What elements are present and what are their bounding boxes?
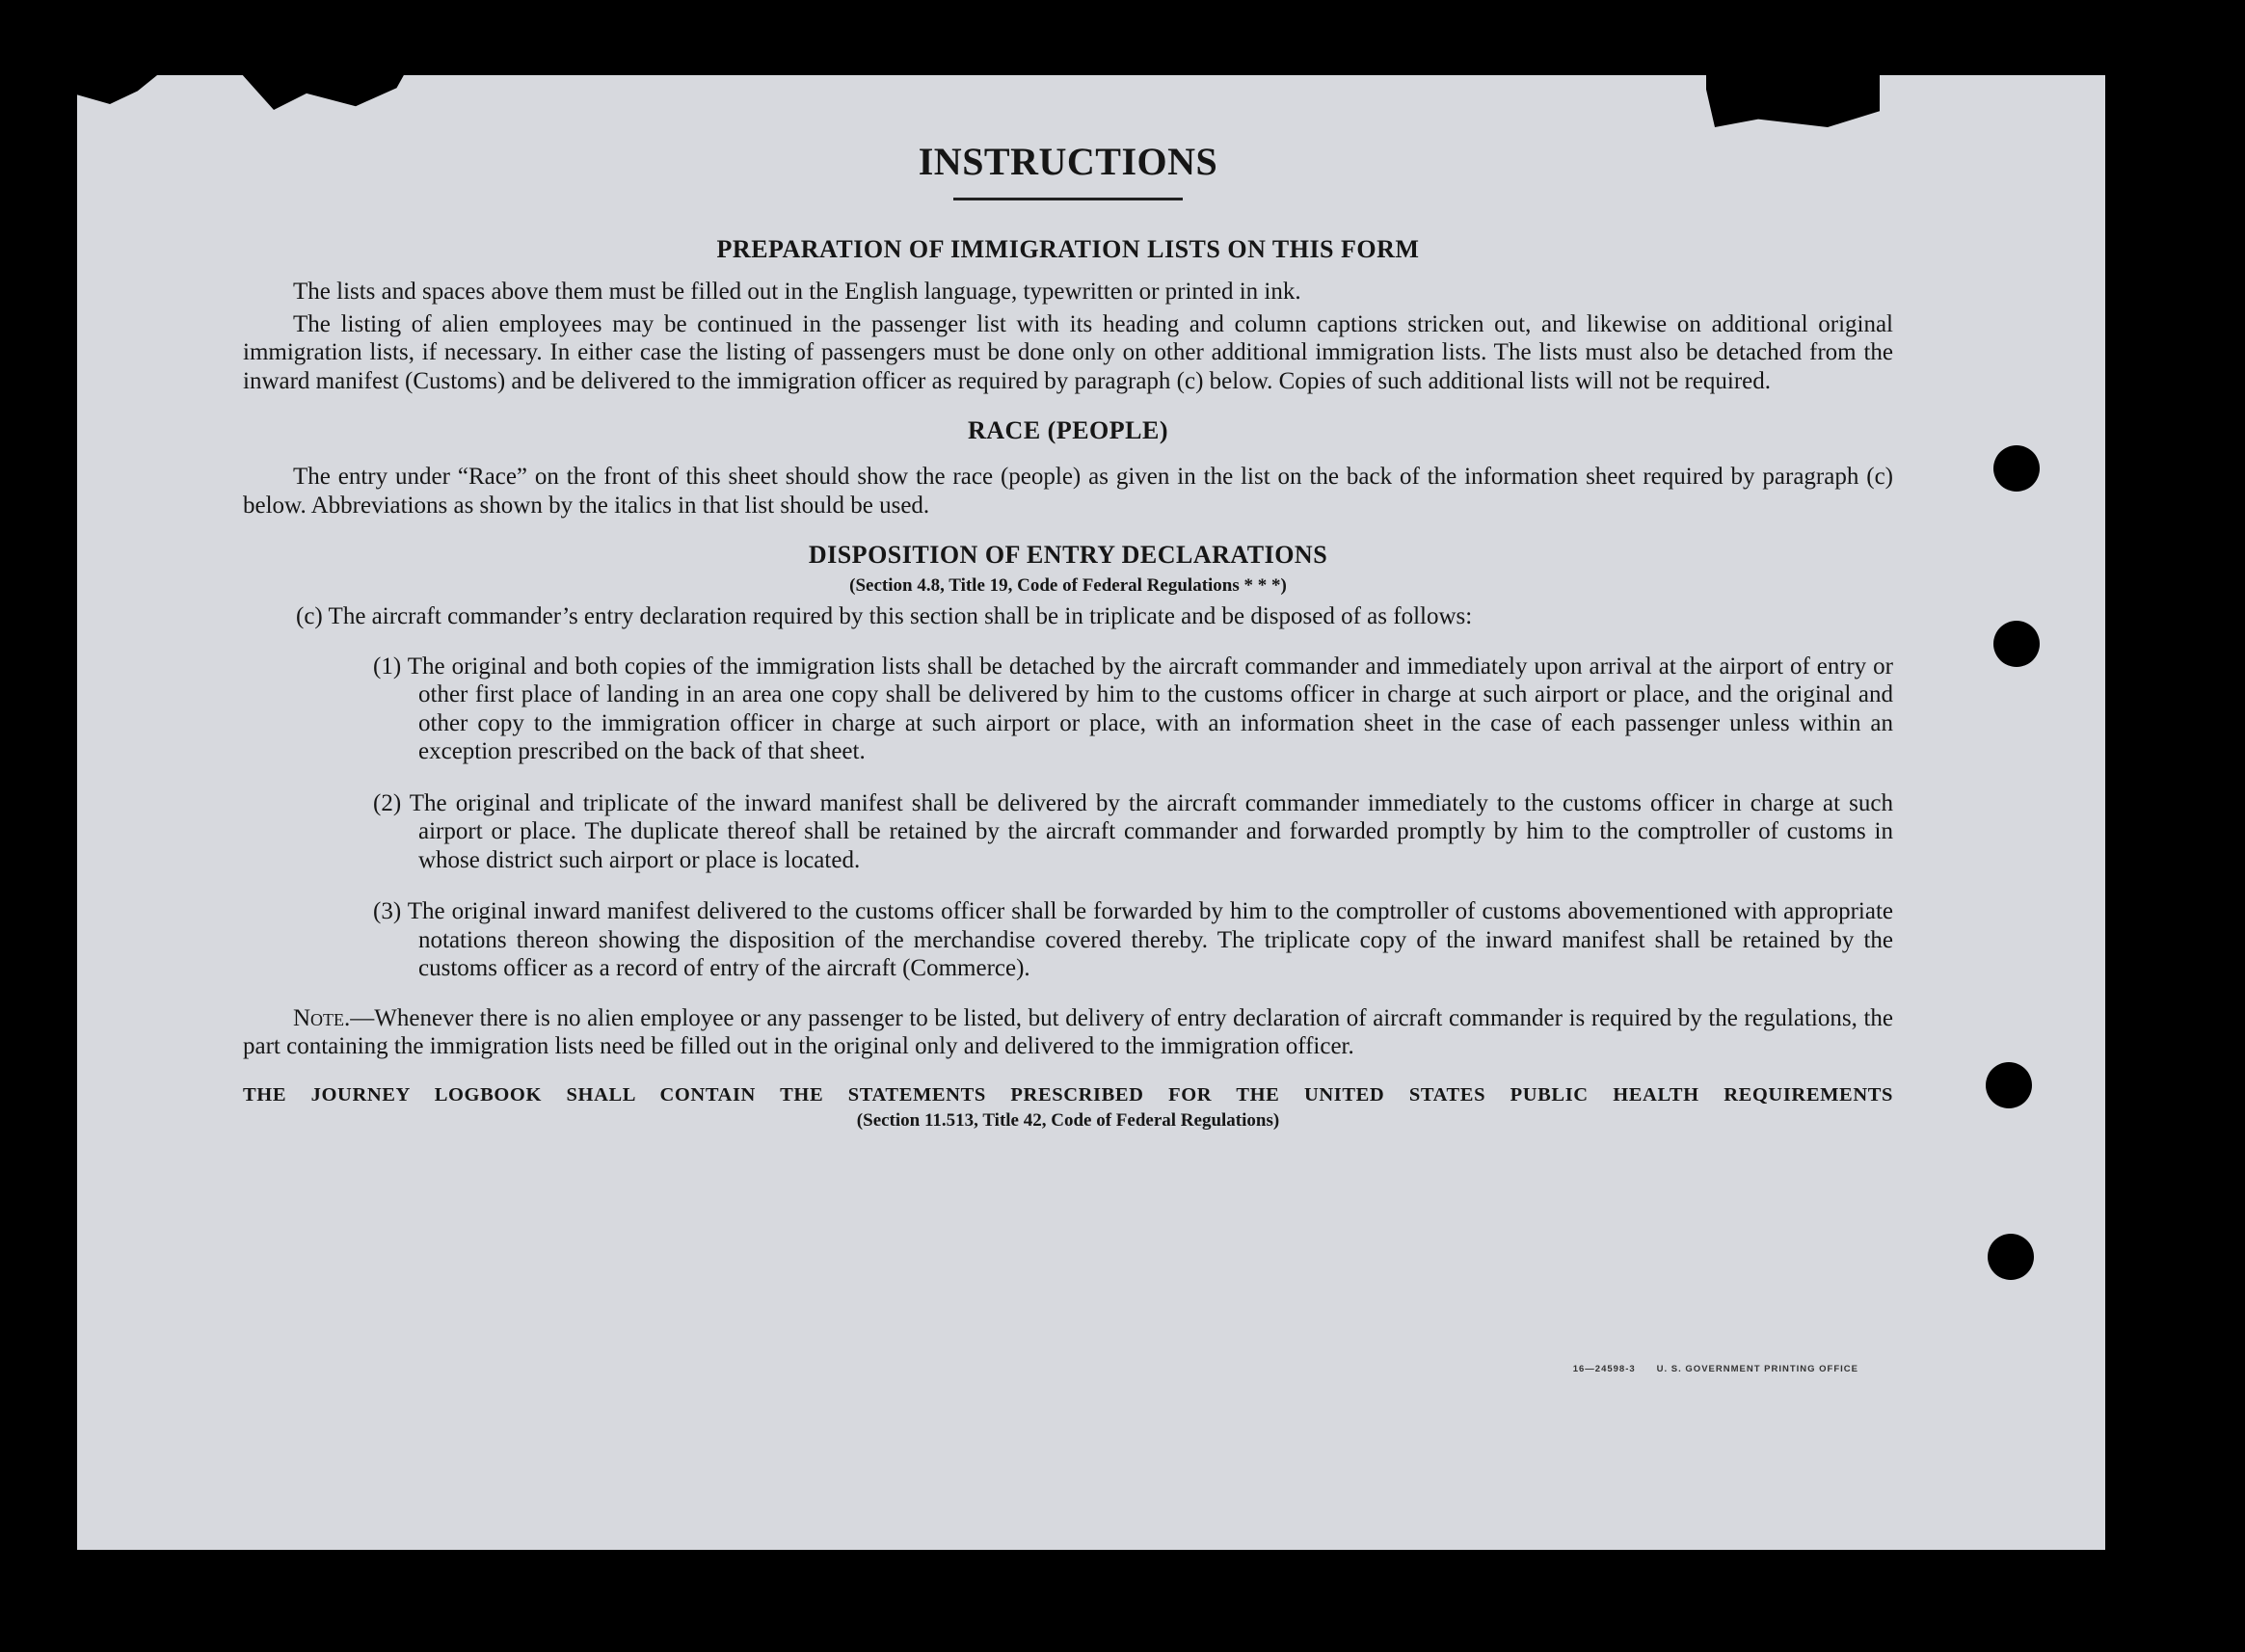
form-number: 16—24598-3: [1572, 1364, 1636, 1374]
punch-hole-2: [1993, 621, 2040, 667]
instructions-content: [243, 135, 1893, 1132]
preparation-heading: PREPARATION OF IMMIGRATION LISTS ON THIS FORM: [716, 235, 1420, 263]
document-sheet: [77, 75, 2105, 1550]
note-text: —Whenever there is no alien employee or any passenger to be listed, but delivery of entry declaration of aircraft commander is required by the regulations, the part containing the immigration lists need be filled out in the original only and delivered to the immigration officer.: [243, 1004, 1893, 1059]
preparation-paragraph-1: The lists and spaces above them must be filled out in the English language, typewritten or printed in ink.: [293, 279, 1301, 305]
disposition-heading: DISPOSITION OF ENTRY DECLARATIONS: [808, 541, 1328, 569]
punch-hole-4: [1988, 1234, 2034, 1280]
disposition-item-1: (1) The original and both copies of the immigration lists shall be detached by the aircraft commander and immediately upon arrival at the airport of entry or other first place of landing in an area one copy shall be delivered by him to the customs officer in charge at such airport or place, and the original and other copy to the immigration officer in charge at such airport or place, with an information sheet in the case of each passenger unless within an exception prescribed on the back of that sheet.: [373, 653, 1893, 764]
print-imprint: [1573, 1364, 1858, 1374]
health-requirements-line: THE JOURNEY LOGBOOK SHALL CONTAIN THE STATEMENTS PRESCRIBED FOR THE UNITED STATES PUBLIC HEALTH REQUIREMENTS: [243, 1083, 1893, 1106]
torn-edge-right: [1706, 73, 1880, 127]
disposition-intro: (c) The aircraft commander’s entry declaration required by this section shall be in triplicate and be disposed of as follows:: [296, 603, 1473, 629]
punch-hole-3: [1986, 1062, 2032, 1108]
disposition-item-2: (2) The original and triplicate of the inward manifest shall be delivered by the aircraft commander immediately to the customs officer in charge at such airport or place. The duplicate thereof shall be retained by the aircraft commander and forwarded promptly by him to the comptroller of customs in whose district such airport or place is located.: [373, 789, 1893, 873]
page-title: INSTRUCTIONS: [918, 140, 1218, 183]
punch-hole-1: [1993, 445, 2040, 492]
torn-edge-left: [75, 71, 162, 104]
torn-edge-mid: [241, 73, 405, 110]
note-paragraph: [243, 1004, 1893, 1061]
race-paragraph: The entry under “Race” on the front of this sheet should show the race (people) as given in the list on the back of the information sheet required by paragraph (c) below. Abbreviations as shown by the italics in that list should be used.: [243, 464, 1893, 519]
title-underline: [953, 198, 1183, 200]
note-label: Note.: [293, 1004, 351, 1031]
disposition-item-3: (3) The original inward manifest delivered to the customs officer shall be forwarded by him to the comptroller of customs abovementioned with appropriate notations thereon showing the disposition of the merchandise covered thereby. The triplicate copy of the inward manifest shall be retained by the customs officer as a record of entry of the aircraft (Commerce).: [373, 898, 1893, 981]
health-citation: (Section 11.513, Title 42, Code of Federal Regulations): [856, 1109, 1280, 1131]
preparation-paragraph-2: The listing of alien employees may be continued in the passenger list with its heading and column captions stricken out, and likewise on additional original immigration lists, if necessary. In either case the listing of passengers must be done only on other additional immigration lists. The lists must also be detached from the inward manifest (Customs) and be delivered to the immigration officer as required by paragraph (c) below. Copies of such additional lists will not be required.: [243, 310, 1893, 394]
printer-name: U. S. GOVERNMENT PRINTING OFFICE: [1656, 1364, 1858, 1374]
race-heading: RACE (PEOPLE): [968, 416, 1168, 444]
disposition-citation: (Section 4.8, Title 19, Code of Federal Regulations * * *): [849, 575, 1287, 596]
